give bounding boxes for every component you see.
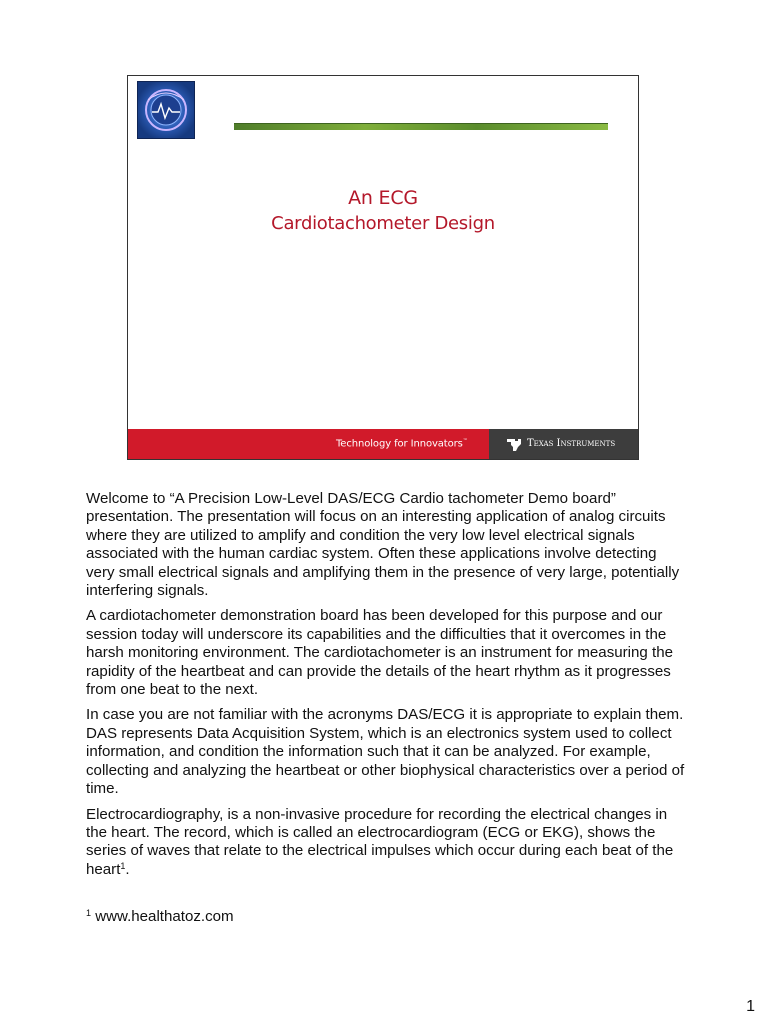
ti-brand-name: Texas Instruments — [527, 438, 616, 449]
notes-paragraph-4-text: Electrocardiography, is a non-invasive procedure for recording the electrical changes in the heart. The record, which is called an electrocardiogram (ECG or EKG), shows the series of waves that relate to the electrical impulses which occur during each beat of the heart — [86, 805, 674, 878]
notes-paragraph-2: A cardiotachometer demonstration board has been developed for this purpose and our session today will underscore its capabilities and the difficulties that it overcomes in the harsh monitoring environment. The cardiotachometer is an instrument for measuring the rapidity of the heartbeat and can provide the details of the heart rhythm as it progresses from one beat to the next. — [86, 607, 673, 699]
footnote-text: www.healthatoz.com — [91, 908, 234, 925]
slide-title — [128, 185, 638, 237]
footnote — [86, 908, 234, 926]
slide-thumbnail — [127, 75, 639, 460]
slide-tagline-text: Technology for Innovators — [336, 438, 463, 450]
page-number: 1 — [746, 998, 755, 1015]
presenter-notes — [86, 490, 686, 886]
slide-title-line-2: Cardiotachometer Design — [271, 213, 495, 234]
footnote-reference: 1 — [120, 860, 126, 871]
ti-brand-block — [489, 429, 639, 459]
slide-tagline-trademark: ™ — [462, 438, 468, 444]
conference-logo — [137, 81, 195, 139]
notes-paragraph-3: In case you are not familiar with the acronyms DAS/ECG it is appropriate to explain them. DAS represents Data Acquisition System, which is an electronics system used to collect information, and condition the information such that it can be analyzed. For example, collecting and analyzing the heartbeat or other biophysical characteristics over a period of time. — [86, 706, 685, 798]
notes-paragraph-4 — [86, 806, 686, 880]
slide-tagline — [336, 438, 468, 449]
notes-paragraph-4-end: . — [125, 860, 130, 878]
conference-logo-graphic — [138, 82, 194, 138]
footnote-marker: 1 — [86, 908, 92, 918]
notes-paragraph-1: Welcome to “A Precision Low-Level DAS/ECG Cardio tachometer Demo board” presentation. The presentation will focus on an interesting application of analog circuits where they are utilized to amplify and condition the very low level electrical signals associated with the human cardiac system. Often these applications involve detecting very small electrical signals and amplifying them in the presence of very large, potentially interfering signals. — [86, 490, 680, 600]
slide-title-line-1: An ECG — [348, 187, 418, 209]
ti-logo-icon — [506, 436, 522, 452]
slide-title-rule — [234, 123, 608, 130]
slide-footer-bar — [128, 429, 638, 459]
